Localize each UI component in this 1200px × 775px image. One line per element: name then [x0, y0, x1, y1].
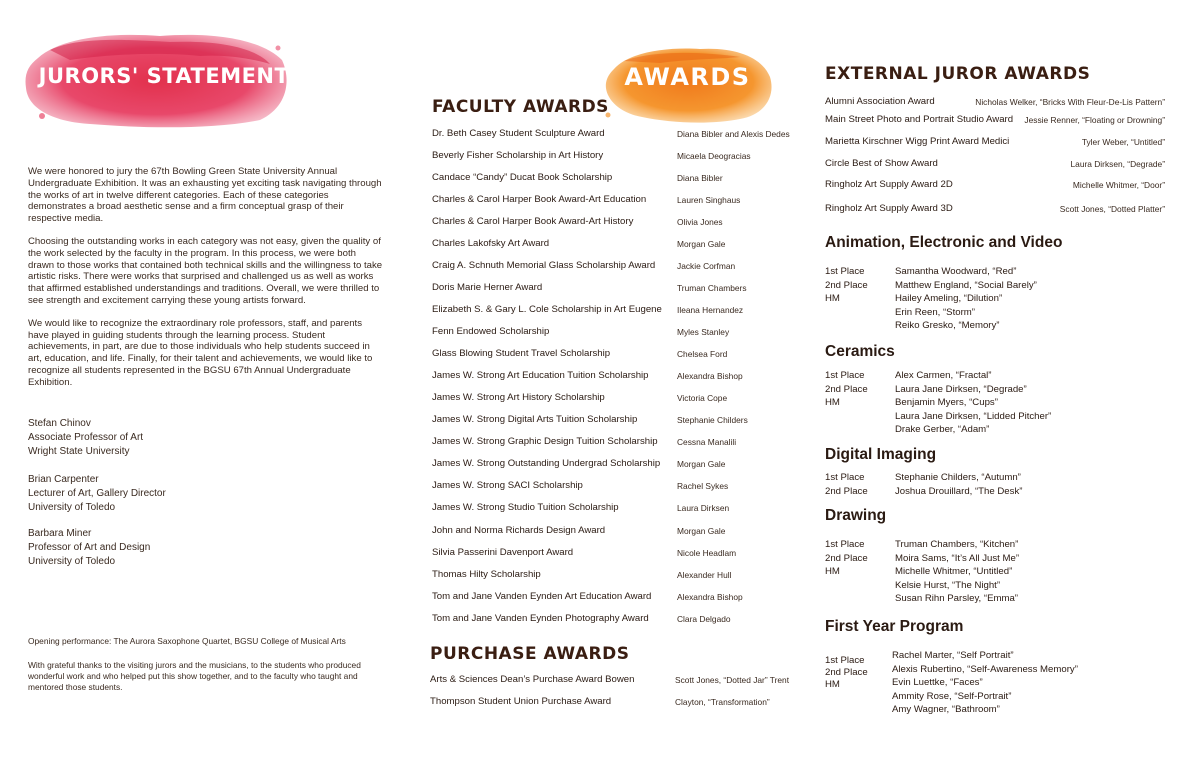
award-name: James W. Strong Graphic Design Tuition Scholarship [432, 436, 658, 447]
award-name: Elizabeth S. & Gary L. Cole Scholarship in Art Eugene [432, 304, 662, 315]
jurors-statement-splash [20, 30, 290, 130]
award-name: James W. Strong Digital Arts Tuition Scholarship [432, 414, 638, 425]
award-winner: Diana Bibler [677, 173, 723, 183]
award-name: James W. Strong Studio Tuition Scholarship [432, 502, 619, 513]
award-row [432, 194, 792, 216]
award-winner: Jessie Renner, “Floating or Drowning” [1024, 115, 1165, 125]
award-name: Dr. Beth Casey Student Sculpture Award [432, 128, 605, 139]
place-labels [825, 538, 885, 579]
award-row [432, 569, 792, 591]
statement-paragraph: We were honored to jury the 67th Bowling Green State University Annual Undergraduate Exhibition. It was an exhausting yet exciting task navigating through the works of art in twelve different categories. Each of these categories demonstrates a broad aesthetic sense and a firm conceptual grasp of their respective media. [28, 166, 382, 225]
entry: Samantha Woodward, “Red” [895, 266, 1017, 277]
entry-list [895, 538, 1165, 606]
category-results [825, 538, 1165, 608]
entry-list [892, 649, 1162, 717]
award-name: James W. Strong Outstanding Undergrad Scholarship [432, 458, 661, 469]
award-winner: Clayton, “Transformation” [675, 697, 770, 707]
award-name: Doris Marie Herner Award [432, 282, 543, 293]
purchase-award-row [430, 696, 790, 718]
entry: Michelle Whitmer, “Untitled” [895, 566, 1013, 577]
award-name: Silvia Passerini Davenport Award [432, 547, 574, 558]
award-winner: Alexandra Bishop [677, 371, 743, 381]
award-row [432, 458, 792, 480]
award-name: Ringholz Art Supply Award 2D [825, 179, 953, 190]
entry: Reiko Gresko, “Memory” [895, 320, 1000, 331]
award-name: Charles Lakofsky Art Award [432, 238, 550, 249]
award-winner: Jackie Corfman [677, 261, 736, 271]
entry: Alex Carmen, “Fractal” [895, 370, 992, 381]
juror-name: Barbara Miner [28, 528, 92, 539]
entry: Evin Luettke, “Faces” [892, 677, 983, 688]
award-winner: Nicole Headlam [677, 548, 737, 558]
award-name: Marietta Kirschner Wigg Print Award Medici [825, 136, 1010, 147]
award-winner: Myles Stanley [677, 327, 730, 337]
award-name: Tom and Jane Vanden Eynden Photography Award [432, 613, 649, 624]
award-name: Alumni Association Award [825, 96, 935, 107]
award-name: James W. Strong Art History Scholarship [432, 392, 605, 403]
award-winner: Michelle Whitmer, “Door” [1072, 180, 1165, 190]
award-name: Charles & Carol Harper Book Award-Art Education [432, 194, 647, 205]
place-labels [825, 655, 885, 691]
award-row [432, 436, 792, 458]
entry: Susan Rihn Parsley, “Emma” [895, 593, 1018, 604]
award-name: Tom and Jane Vanden Eynden Art Education Award [432, 591, 652, 602]
jurors-statement-title: JURORS' STATEMENT [38, 64, 290, 88]
purchase-awards-heading: PURCHASE AWARDS [430, 644, 630, 664]
award-row [432, 392, 792, 414]
juror-name: Stefan Chinov [28, 418, 91, 429]
entry: Laura Jane Dirksen, “Degrade” [895, 383, 1027, 395]
award-name: James W. Strong Art Education Tuition Scholarship [432, 370, 649, 381]
award-row [432, 172, 792, 194]
award-winner: Alexandra Bishop [677, 592, 743, 602]
juror-title: Associate Professor of Art [28, 432, 144, 443]
thanks-note: With grateful thanks to the visiting jurors and the musicians, to the students who produced wonderful work and who helped put this show together, and to the faculty who taught and mentored those students. [28, 660, 361, 692]
award-row [432, 348, 792, 370]
award-row [432, 260, 792, 282]
juror-title: Professor of Art and Design [28, 542, 151, 553]
category-heading: Digital Imaging [825, 446, 937, 463]
place-label: HM [825, 679, 840, 690]
place-label: 1st Place [825, 539, 865, 550]
jurors-statement-body [28, 166, 383, 400]
award-name: Fenn Endowed Scholarship [432, 326, 550, 337]
award-row [432, 128, 792, 150]
place-label: 2nd Place [825, 383, 868, 395]
place-label: HM [825, 397, 840, 408]
award-name: Arts & Sciences Dean’s Purchase Award Bowen [430, 674, 635, 685]
award-name: Beverly Fisher Scholarship in Art History [432, 150, 604, 161]
category-heading: First Year Program [825, 618, 964, 635]
award-row [432, 525, 792, 547]
category-heading: Drawing [825, 507, 887, 524]
place-label: 1st Place [825, 266, 865, 277]
award-row [432, 304, 792, 326]
award-name: Candace “Candy” Ducat Book Scholarship [432, 172, 613, 183]
statement-paragraph: We would like to recognize the extraordinary role professors, staff, and parents have played in guiding students through the learning process. Student achievements, in part, are due to those individuals who help students succeed in art, education, and life. Finally, for their talent and achievements, we would like to recognize all students represented in the BGSU 67th Annual Undergraduate Exhibition. [28, 317, 373, 388]
place-label: 1st Place [825, 472, 865, 483]
award-winner: Morgan Gale [677, 526, 726, 536]
juror-signature [28, 417, 383, 459]
entry-list [895, 369, 1165, 437]
juror-title: Lecturer of Art, Gallery Director [28, 488, 166, 499]
place-label: 1st Place [825, 655, 865, 666]
entry: Matthew England, “Social Barely” [895, 279, 1037, 291]
award-winner: Morgan Gale [677, 239, 726, 249]
external-juror-awards-heading: EXTERNAL JUROR AWARDS [825, 64, 1091, 84]
category-results [825, 265, 1165, 335]
award-winner: Laura Dirksen, “Degrade” [1070, 159, 1165, 169]
award-name: Circle Best of Show Award [825, 158, 938, 169]
place-label: 1st Place [825, 370, 865, 381]
award-name: Thompson Student Union Purchase Award [430, 696, 612, 707]
entry: Ammity Rose, “Self-Portrait” [892, 690, 1012, 702]
award-winner: Tyler Weber, “Untitled” [1081, 137, 1165, 147]
entry: Rachel Marter, “Self Portrait” [892, 650, 1014, 661]
award-row [432, 282, 792, 304]
entry: Benjamin Myers, “Cups” [895, 397, 998, 408]
faculty-awards-heading: FACULTY AWARDS [432, 97, 609, 117]
award-winner: Nicholas Welker, “Bricks With Fleur-De-Lis Pattern” [975, 97, 1165, 107]
entry: Moira Sams, “It’s All Just Me” [895, 552, 1020, 564]
award-row [432, 150, 792, 172]
award-name: James W. Strong SACI Scholarship [432, 480, 583, 491]
award-row [432, 480, 792, 502]
award-winner: Lauren Singhaus [677, 195, 741, 205]
award-row [432, 502, 792, 524]
purchase-award-row [430, 674, 790, 696]
award-name: Glass Blowing Student Travel Scholarship [432, 348, 611, 359]
award-name: Ringholz Art Supply Award 3D [825, 203, 953, 214]
category-results [825, 471, 1165, 501]
award-row [432, 591, 792, 613]
award-winner: Alexander Hull [677, 570, 732, 580]
award-row [432, 238, 792, 260]
juror-org: University of Toledo [28, 556, 116, 567]
entry: Stephanie Childers, “Autumn” [895, 472, 1021, 483]
place-label: HM [825, 566, 840, 577]
award-winner: Truman Chambers [677, 283, 747, 293]
award-winner: Diana Bibler and Alexis Dedes [677, 129, 790, 139]
juror-org: University of Toledo [28, 502, 116, 513]
awards-splash [600, 45, 775, 125]
category-results [825, 369, 1165, 439]
statement-paragraph: Choosing the outstanding works in each category was not easy, given the quality of the work selected by the faculty in the program. In this process, we were both drawn to those works that contained both technical skills and the willingness to take artistic risks. There were works that surprised and challenged us as well as works that affirmed established understandings and traditions. Overall, we were thrilled to see strength and excitement carrying these young artists forward. [28, 235, 383, 306]
juror-signature [28, 527, 383, 569]
award-winner: Clara Delgado [677, 614, 731, 624]
entry: Drake Gerber, “Adam” [895, 424, 990, 435]
category-results [825, 649, 1165, 719]
juror-org: Wright State University [28, 446, 130, 457]
award-row [432, 414, 792, 436]
award-winner: Victoria Cope [677, 393, 728, 403]
place-label: 2nd Place [825, 667, 868, 678]
entry: Laura Jane Dirksen, “Lidded Pitcher” [895, 410, 1052, 422]
juror-name: Brian Carpenter [28, 474, 99, 485]
category-heading: Ceramics [825, 343, 895, 360]
award-row [432, 547, 792, 569]
entry: Kelsie Hurst, “The Night” [895, 579, 1001, 591]
award-winner: Chelsea Ford [677, 349, 728, 359]
place-label: 2nd Place [825, 552, 868, 564]
award-winner: Stephanie Childers [677, 415, 748, 425]
award-winner: Laura Dirksen [677, 503, 730, 513]
award-winner: Ileana Hernandez [677, 305, 744, 315]
entry-list [895, 471, 1165, 498]
entry: Erin Reen, “Storm” [895, 306, 975, 318]
award-name: Thomas Hilty Scholarship [432, 569, 541, 580]
entry: Truman Chambers, “Kitchen” [895, 539, 1019, 550]
award-winner: Olivia Jones [677, 217, 723, 227]
entry-list [895, 265, 1165, 333]
award-name: John and Norma Richards Design Award [432, 525, 606, 536]
place-labels [825, 471, 885, 498]
place-labels [825, 369, 885, 410]
award-row [432, 216, 792, 238]
place-label: 2nd Place [825, 485, 868, 497]
award-winner: Scott Jones, “Dotted Jar” Trent [675, 675, 790, 685]
juror-signature [28, 473, 383, 515]
entry: Hailey Ameling, “Dilution” [895, 293, 1003, 304]
award-winner: Morgan Gale [677, 459, 726, 469]
award-winner: Scott Jones, “Dotted Platter” [1059, 204, 1165, 214]
place-label: HM [825, 293, 840, 304]
award-winner: Micaela Deogracias [677, 151, 751, 161]
category-heading: Animation, Electronic and Video [825, 234, 1063, 251]
award-name: Main Street Photo and Portrait Studio Award [825, 114, 1014, 125]
award-row [432, 326, 792, 348]
award-row [432, 370, 792, 392]
award-winner: Cessna Manalili [677, 437, 737, 447]
award-name: Craig A. Schnuth Memorial Glass Scholarship Award [432, 260, 656, 271]
award-row [432, 613, 792, 635]
entry: Alexis Rubertino, “Self-Awareness Memory” [892, 663, 1078, 675]
entry: Amy Wagner, “Bathroom” [892, 704, 1000, 715]
award-winner: Rachel Sykes [677, 481, 729, 491]
place-label: 2nd Place [825, 279, 868, 291]
opening-performance: Opening performance: The Aurora Saxophone Quartet, BGSU College of Musical Arts [28, 636, 346, 646]
place-labels [825, 265, 885, 306]
entry: Joshua Drouillard, “The Desk” [895, 485, 1023, 497]
award-name: Charles & Carol Harper Book Award-Art History [432, 216, 634, 227]
awards-title: AWARDS [624, 63, 751, 91]
